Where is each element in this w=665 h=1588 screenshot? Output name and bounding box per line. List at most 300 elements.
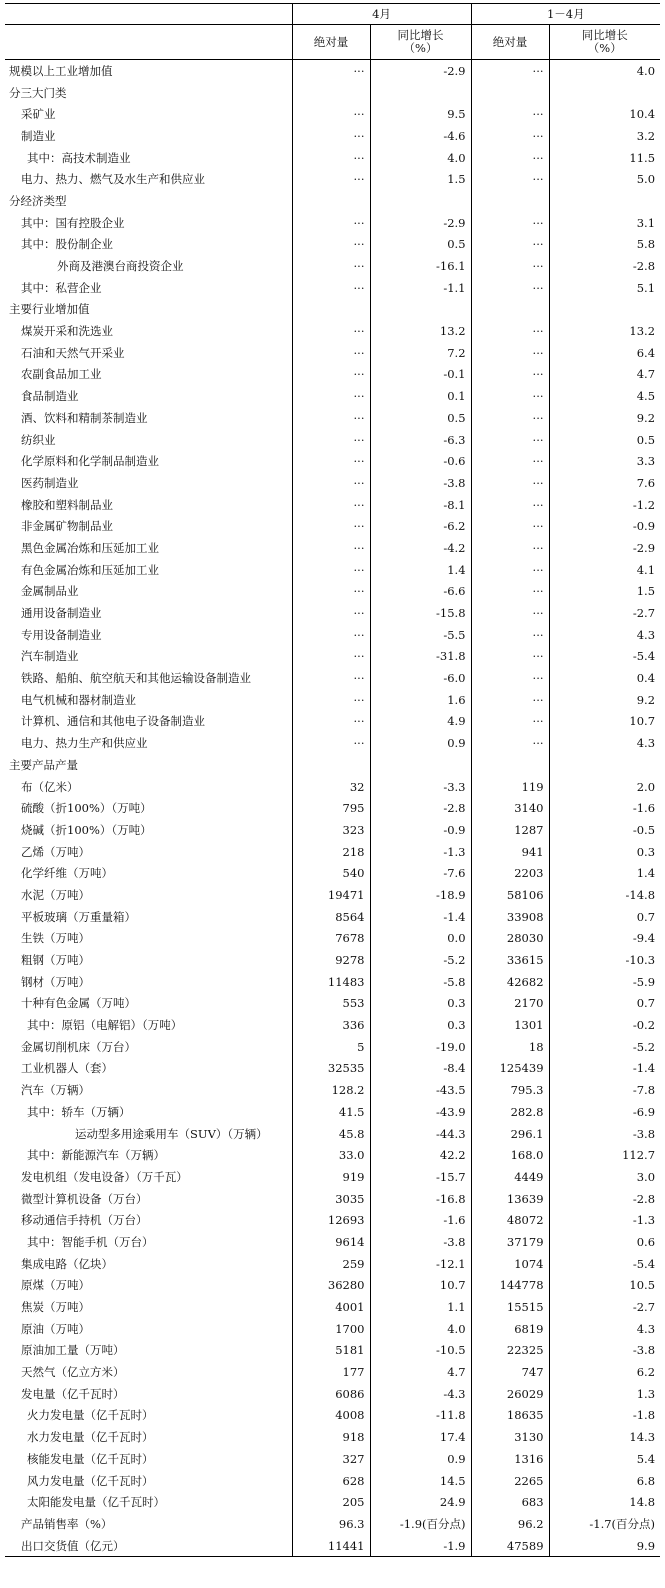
table-row	[5, 1361, 660, 1383]
ytd-growth-value: -5.9	[549, 971, 660, 993]
ytd-growth-value: -1.2	[549, 494, 660, 516]
ytd-growth-value: 10.7	[549, 711, 660, 733]
ytd-absolute-value	[471, 299, 549, 321]
header-month-growth	[370, 25, 471, 60]
table-row	[5, 125, 660, 147]
month-growth-value: -1.4	[370, 906, 471, 928]
row-label: 钢材（万吨）	[21, 974, 90, 989]
row-label: 主要产品产量	[9, 757, 78, 772]
table-row	[5, 1340, 660, 1362]
ytd-absolute-value: 42682	[471, 971, 549, 993]
month-absolute-value: 540	[292, 862, 370, 884]
ytd-absolute-value: 33615	[471, 949, 549, 971]
month-growth-value: -7.6	[370, 862, 471, 884]
row-label: 硫酸（折100%）（万吨）	[21, 801, 152, 816]
month-growth-value: -1.9	[370, 1535, 471, 1557]
header-blank	[5, 4, 292, 25]
ytd-growth-value: 11.5	[549, 147, 660, 169]
ytd-absolute-value: ···	[471, 212, 549, 234]
table-row	[5, 797, 660, 819]
month-growth-value: -18.9	[370, 884, 471, 906]
ytd-absolute-value: ···	[471, 537, 549, 559]
ytd-absolute-value: 18635	[471, 1405, 549, 1427]
month-growth-value: 4.7	[370, 1361, 471, 1383]
ytd-growth-value: -2.7	[549, 1296, 660, 1318]
ytd-absolute-value: ···	[471, 689, 549, 711]
row-label: 集成电路（亿块）	[21, 1256, 113, 1271]
table-row	[5, 928, 660, 950]
row-label: 平板玻璃（万重量箱）	[21, 909, 136, 924]
row-label: 其中：股份制企业	[21, 237, 113, 252]
row-label: 非金属矿物制品业	[21, 519, 113, 534]
month-absolute-value: ···	[292, 494, 370, 516]
row-label: 布（亿米）	[21, 779, 79, 794]
month-absolute-value: ···	[292, 646, 370, 668]
ytd-growth-value	[549, 190, 660, 212]
month-growth-value	[370, 754, 471, 776]
ytd-absolute-value: 3140	[471, 797, 549, 819]
ytd-absolute-value: 28030	[471, 928, 549, 950]
header-ytd-growth-l2: （%）	[587, 41, 622, 55]
table-row	[5, 602, 660, 624]
month-growth-value: 1.5	[370, 168, 471, 190]
row-label: 天然气（亿立方米）	[21, 1365, 125, 1380]
ytd-absolute-value: ···	[471, 60, 549, 82]
month-growth-value: 13.2	[370, 320, 471, 342]
row-label: 其中：高技术制造业	[27, 150, 131, 165]
table-row	[5, 1296, 660, 1318]
ytd-growth-value: 112.7	[549, 1144, 660, 1166]
ytd-absolute-value: 1074	[471, 1253, 549, 1275]
row-label: 制造业	[21, 128, 56, 143]
ytd-growth-value: -1.3	[549, 1209, 660, 1231]
table-row	[5, 581, 660, 603]
ytd-absolute-value: ···	[471, 255, 549, 277]
month-growth-value: 1.4	[370, 559, 471, 581]
month-growth-value: 0.1	[370, 385, 471, 407]
month-growth-value: -6.0	[370, 667, 471, 689]
row-label: 生铁（万吨）	[21, 931, 90, 946]
ytd-absolute-value: ···	[471, 494, 549, 516]
month-absolute-value: 12693	[292, 1209, 370, 1231]
ytd-growth-value: -1.8	[549, 1405, 660, 1427]
ytd-growth-value: -1.4	[549, 1058, 660, 1080]
month-growth-value: 9.5	[370, 103, 471, 125]
month-absolute-value: 5181	[292, 1340, 370, 1362]
month-growth-value: 4.0	[370, 147, 471, 169]
month-absolute-value: 553	[292, 993, 370, 1015]
ytd-absolute-value: 18	[471, 1036, 549, 1058]
header-month-growth-l1: 同比增长	[397, 28, 444, 42]
month-growth-value: -3.3	[370, 776, 471, 798]
row-label: 其中：国有控股企业	[21, 215, 125, 230]
table-row	[5, 993, 660, 1015]
ytd-absolute-value: 795.3	[471, 1079, 549, 1101]
table-row	[5, 949, 660, 971]
month-absolute-value: ···	[292, 732, 370, 754]
row-label: 医药制造业	[21, 475, 79, 490]
table-row	[5, 494, 660, 516]
ytd-absolute-value: 26029	[471, 1383, 549, 1405]
row-label: 原油加工量（万吨）	[21, 1343, 125, 1358]
row-label: 粗钢（万吨）	[21, 953, 90, 968]
ytd-growth-value: 0.7	[549, 993, 660, 1015]
ytd-growth-value: -0.9	[549, 515, 660, 537]
row-label: 电力、热力、燃气及水生产和供应业	[21, 172, 205, 187]
month-growth-value: 0.5	[370, 234, 471, 256]
table-row	[5, 906, 660, 928]
month-absolute-value: 336	[292, 1014, 370, 1036]
month-absolute-value: ···	[292, 364, 370, 386]
row-label: 其中：智能手机（万台）	[27, 1234, 154, 1249]
month-growth-value: -44.3	[370, 1123, 471, 1145]
ytd-growth-value: 3.3	[549, 450, 660, 472]
table-body	[5, 60, 660, 1557]
table-row	[5, 1253, 660, 1275]
month-growth-value: -16.1	[370, 255, 471, 277]
ytd-absolute-value: ···	[471, 385, 549, 407]
month-growth-value: -6.2	[370, 515, 471, 537]
row-label: 通用设备制造业	[21, 606, 102, 621]
table-row	[5, 559, 660, 581]
table-row	[5, 1383, 660, 1405]
month-growth-value: 0.5	[370, 407, 471, 429]
ytd-absolute-value: 941	[471, 841, 549, 863]
ytd-growth-value: -1.6	[549, 797, 660, 819]
month-absolute-value: 32	[292, 776, 370, 798]
row-label: 火力发电量（亿千瓦时）	[27, 1408, 154, 1423]
month-absolute-value	[292, 754, 370, 776]
month-growth-value: 0.3	[370, 993, 471, 1015]
month-absolute-value: ···	[292, 689, 370, 711]
month-absolute-value: ···	[292, 168, 370, 190]
table-row	[5, 646, 660, 668]
month-growth-value: -1.3	[370, 841, 471, 863]
month-absolute-value: 36280	[292, 1275, 370, 1297]
ytd-absolute-value: 47589	[471, 1535, 549, 1557]
month-growth-value: -15.8	[370, 602, 471, 624]
row-label: 主要行业增加值	[9, 302, 90, 317]
row-label: 金属制品业	[21, 584, 79, 599]
ytd-growth-value: -9.4	[549, 928, 660, 950]
table-row	[5, 754, 660, 776]
ytd-growth-value: 13.2	[549, 320, 660, 342]
ytd-growth-value: 10.5	[549, 1275, 660, 1297]
month-absolute-value: ···	[292, 450, 370, 472]
row-label: 运动型多用途乘用车（SUV）（万辆）	[75, 1126, 268, 1141]
month-growth-value: -3.8	[370, 472, 471, 494]
table-row	[5, 147, 660, 169]
row-label: 外商及港澳台商投资企业	[57, 259, 184, 274]
month-growth-value: -5.5	[370, 624, 471, 646]
row-label: 产品销售率（%）	[21, 1516, 113, 1531]
row-label: 烧碱（折100%）（万吨）	[21, 822, 152, 837]
month-growth-value: -4.3	[370, 1383, 471, 1405]
month-absolute-value: 5	[292, 1036, 370, 1058]
month-absolute-value	[292, 82, 370, 104]
table-row	[5, 667, 660, 689]
ytd-absolute-value: ···	[471, 429, 549, 451]
row-label: 农副食品加工业	[21, 367, 102, 382]
ytd-absolute-value: 2170	[471, 993, 549, 1015]
ytd-growth-value: 0.3	[549, 841, 660, 863]
row-label: 其中：轿车（万辆）	[27, 1104, 131, 1119]
row-label: 发电量（亿千瓦时）	[21, 1386, 125, 1401]
table-row	[5, 1188, 660, 1210]
ytd-growth-value: 5.4	[549, 1448, 660, 1470]
ytd-absolute-value: ···	[471, 168, 549, 190]
ytd-absolute-value: 1287	[471, 819, 549, 841]
header-month-abs: 绝对量	[292, 25, 370, 60]
ytd-growth-value	[549, 82, 660, 104]
ytd-absolute-value: 296.1	[471, 1123, 549, 1145]
month-growth-value: 7.2	[370, 342, 471, 364]
table-row	[5, 689, 660, 711]
table-row	[5, 515, 660, 537]
ytd-growth-value: 1.4	[549, 862, 660, 884]
month-absolute-value: ···	[292, 407, 370, 429]
row-label: 电力、热力生产和供应业	[21, 736, 148, 751]
month-growth-value: -15.7	[370, 1166, 471, 1188]
row-label: 其中：新能源汽车（万辆）	[27, 1148, 165, 1163]
table-row	[5, 1491, 660, 1513]
month-absolute-value: 218	[292, 841, 370, 863]
table-row	[5, 1405, 660, 1427]
table-row	[5, 1079, 660, 1101]
ytd-absolute-value: ···	[471, 147, 549, 169]
table-row	[5, 971, 660, 993]
ytd-growth-value: -5.2	[549, 1036, 660, 1058]
ytd-growth-value: 5.1	[549, 277, 660, 299]
table-row	[5, 234, 660, 256]
ytd-absolute-value: ···	[471, 559, 549, 581]
ytd-growth-value: -2.7	[549, 602, 660, 624]
month-absolute-value: ···	[292, 255, 370, 277]
ytd-growth-value: 4.5	[549, 385, 660, 407]
ytd-growth-value	[549, 754, 660, 776]
ytd-absolute-value: 58106	[471, 884, 549, 906]
table-row	[5, 711, 660, 733]
month-growth-value: -5.2	[370, 949, 471, 971]
ytd-absolute-value: 747	[471, 1361, 549, 1383]
month-growth-value: 24.9	[370, 1491, 471, 1513]
table-row	[5, 841, 660, 863]
ytd-growth-value: -2.8	[549, 1188, 660, 1210]
table-row	[5, 1014, 660, 1036]
month-growth-value: -11.8	[370, 1405, 471, 1427]
month-absolute-value: ···	[292, 385, 370, 407]
table-row	[5, 82, 660, 104]
table-row	[5, 299, 660, 321]
table-row	[5, 1535, 660, 1557]
month-absolute-value: 327	[292, 1448, 370, 1470]
ytd-absolute-value: 1301	[471, 1014, 549, 1036]
month-absolute-value: 11441	[292, 1535, 370, 1557]
ytd-growth-value: 5.0	[549, 168, 660, 190]
ytd-absolute-value: 683	[471, 1491, 549, 1513]
month-growth-value	[370, 82, 471, 104]
month-growth-value	[370, 299, 471, 321]
ytd-absolute-value: ···	[471, 624, 549, 646]
month-growth-value: -19.0	[370, 1036, 471, 1058]
row-label: 原煤（万吨）	[21, 1278, 90, 1293]
ytd-absolute-value: ···	[471, 732, 549, 754]
ytd-absolute-value: 13639	[471, 1188, 549, 1210]
month-growth-value: -31.8	[370, 646, 471, 668]
row-label: 汽车（万辆）	[21, 1083, 90, 1098]
ytd-growth-value: 7.6	[549, 472, 660, 494]
ytd-absolute-value: ···	[471, 602, 549, 624]
month-absolute-value: ···	[292, 125, 370, 147]
table-row	[5, 1426, 660, 1448]
ytd-absolute-value: ···	[471, 581, 549, 603]
ytd-absolute-value: 1316	[471, 1448, 549, 1470]
month-absolute-value: 3035	[292, 1188, 370, 1210]
ytd-growth-value: -1.7(百分点)	[549, 1513, 660, 1535]
month-absolute-value: 919	[292, 1166, 370, 1188]
table-row	[5, 1513, 660, 1535]
ytd-absolute-value: ···	[471, 667, 549, 689]
ytd-absolute-value: ···	[471, 646, 549, 668]
month-absolute-value: 795	[292, 797, 370, 819]
month-absolute-value: 1700	[292, 1318, 370, 1340]
row-label: 原油（万吨）	[21, 1321, 90, 1336]
ytd-growth-value: 6.4	[549, 342, 660, 364]
month-absolute-value: 4008	[292, 1405, 370, 1427]
ytd-growth-value: -5.4	[549, 1253, 660, 1275]
table-row	[5, 884, 660, 906]
ytd-growth-value: 0.4	[549, 667, 660, 689]
ytd-absolute-value: ···	[471, 320, 549, 342]
ytd-growth-value: -14.8	[549, 884, 660, 906]
table-row	[5, 1101, 660, 1123]
month-growth-value: -4.6	[370, 125, 471, 147]
table-row	[5, 1275, 660, 1297]
ytd-growth-value: -7.8	[549, 1079, 660, 1101]
month-growth-value: -6.3	[370, 429, 471, 451]
header-month-growth-l2: （%）	[403, 41, 438, 55]
month-growth-value: -0.1	[370, 364, 471, 386]
row-label: 电气机械和器材制造业	[21, 692, 136, 707]
industrial-statistics-table	[5, 3, 660, 1557]
table-row	[5, 537, 660, 559]
table-header	[5, 4, 660, 60]
month-absolute-value: 19471	[292, 884, 370, 906]
month-growth-value: -2.9	[370, 60, 471, 82]
month-growth-value: 0.3	[370, 1014, 471, 1036]
ytd-absolute-value: 168.0	[471, 1144, 549, 1166]
ytd-growth-value: -6.9	[549, 1101, 660, 1123]
month-absolute-value: ···	[292, 234, 370, 256]
table-row	[5, 407, 660, 429]
ytd-absolute-value: ···	[471, 277, 549, 299]
ytd-absolute-value: 6819	[471, 1318, 549, 1340]
month-growth-value: -0.9	[370, 819, 471, 841]
table-row	[5, 255, 660, 277]
row-label: 汽车制造业	[21, 649, 79, 664]
ytd-absolute-value: ···	[471, 125, 549, 147]
month-growth-value: 0.9	[370, 732, 471, 754]
month-growth-value: -2.9	[370, 212, 471, 234]
month-absolute-value: ···	[292, 342, 370, 364]
month-absolute-value: 128.2	[292, 1079, 370, 1101]
row-label: 水力发电量（亿千瓦时）	[27, 1430, 154, 1445]
row-label: 其中：原铝（电解铝）（万吨）	[27, 1018, 183, 1033]
row-label: 出口交货值（亿元）	[5, 1535, 292, 1557]
ytd-absolute-value: 2203	[471, 862, 549, 884]
header-blank-2	[5, 25, 292, 60]
ytd-growth-value: -0.2	[549, 1014, 660, 1036]
table-row	[5, 385, 660, 407]
ytd-growth-value: 3.1	[549, 212, 660, 234]
table-row	[5, 277, 660, 299]
row-label: 石油和天然气开采业	[21, 345, 125, 360]
month-absolute-value: ···	[292, 624, 370, 646]
ytd-growth-value: 4.3	[549, 1318, 660, 1340]
ytd-growth-value: 6.2	[549, 1361, 660, 1383]
table-row	[5, 1231, 660, 1253]
ytd-absolute-value: ···	[471, 234, 549, 256]
row-label: 分三大门类	[9, 85, 67, 100]
month-growth-value: 4.0	[370, 1318, 471, 1340]
row-label: 化学纤维（万吨）	[21, 866, 113, 881]
table-row	[5, 1209, 660, 1231]
row-label: 煤炭开采和洗选业	[21, 324, 113, 339]
month-growth-value: -2.8	[370, 797, 471, 819]
table-row	[5, 862, 660, 884]
ytd-growth-value: 6.8	[549, 1470, 660, 1492]
table-row	[5, 364, 660, 386]
month-growth-value: -3.8	[370, 1231, 471, 1253]
month-absolute-value: ···	[292, 559, 370, 581]
month-absolute-value: 628	[292, 1470, 370, 1492]
month-absolute-value: 6086	[292, 1383, 370, 1405]
table-row	[5, 450, 660, 472]
table-row	[5, 1470, 660, 1492]
ytd-growth-value	[549, 299, 660, 321]
month-growth-value: -1.1	[370, 277, 471, 299]
ytd-growth-value: 4.7	[549, 364, 660, 386]
table-row	[5, 1036, 660, 1058]
ytd-growth-value: 4.0	[549, 60, 660, 82]
month-growth-value: 0.0	[370, 928, 471, 950]
row-label: 十种有色金属（万吨）	[21, 996, 136, 1011]
row-label: 微型计算机设备（万台）	[21, 1191, 148, 1206]
table-row	[5, 776, 660, 798]
row-label: 乙烯（万吨）	[21, 844, 90, 859]
month-absolute-value: ···	[292, 581, 370, 603]
ytd-absolute-value: 37179	[471, 1231, 549, 1253]
month-growth-value: -8.1	[370, 494, 471, 516]
ytd-absolute-value: ···	[471, 103, 549, 125]
month-growth-value: 4.9	[370, 711, 471, 733]
month-absolute-value: ···	[292, 147, 370, 169]
table-row	[5, 472, 660, 494]
month-growth-value: -5.8	[370, 971, 471, 993]
month-absolute-value: 45.8	[292, 1123, 370, 1145]
ytd-growth-value: 9.2	[549, 407, 660, 429]
month-absolute-value: 9614	[292, 1231, 370, 1253]
row-label: 核能发电量（亿千瓦时）	[27, 1451, 154, 1466]
ytd-growth-value: 4.1	[549, 559, 660, 581]
ytd-absolute-value: 33908	[471, 906, 549, 928]
table-row	[5, 819, 660, 841]
ytd-growth-value: 0.7	[549, 906, 660, 928]
ytd-growth-value: 14.8	[549, 1491, 660, 1513]
month-absolute-value: ···	[292, 472, 370, 494]
row-label: 铁路、船舶、航空航天和其他运输设备制造业	[21, 671, 251, 686]
ytd-absolute-value	[471, 82, 549, 104]
